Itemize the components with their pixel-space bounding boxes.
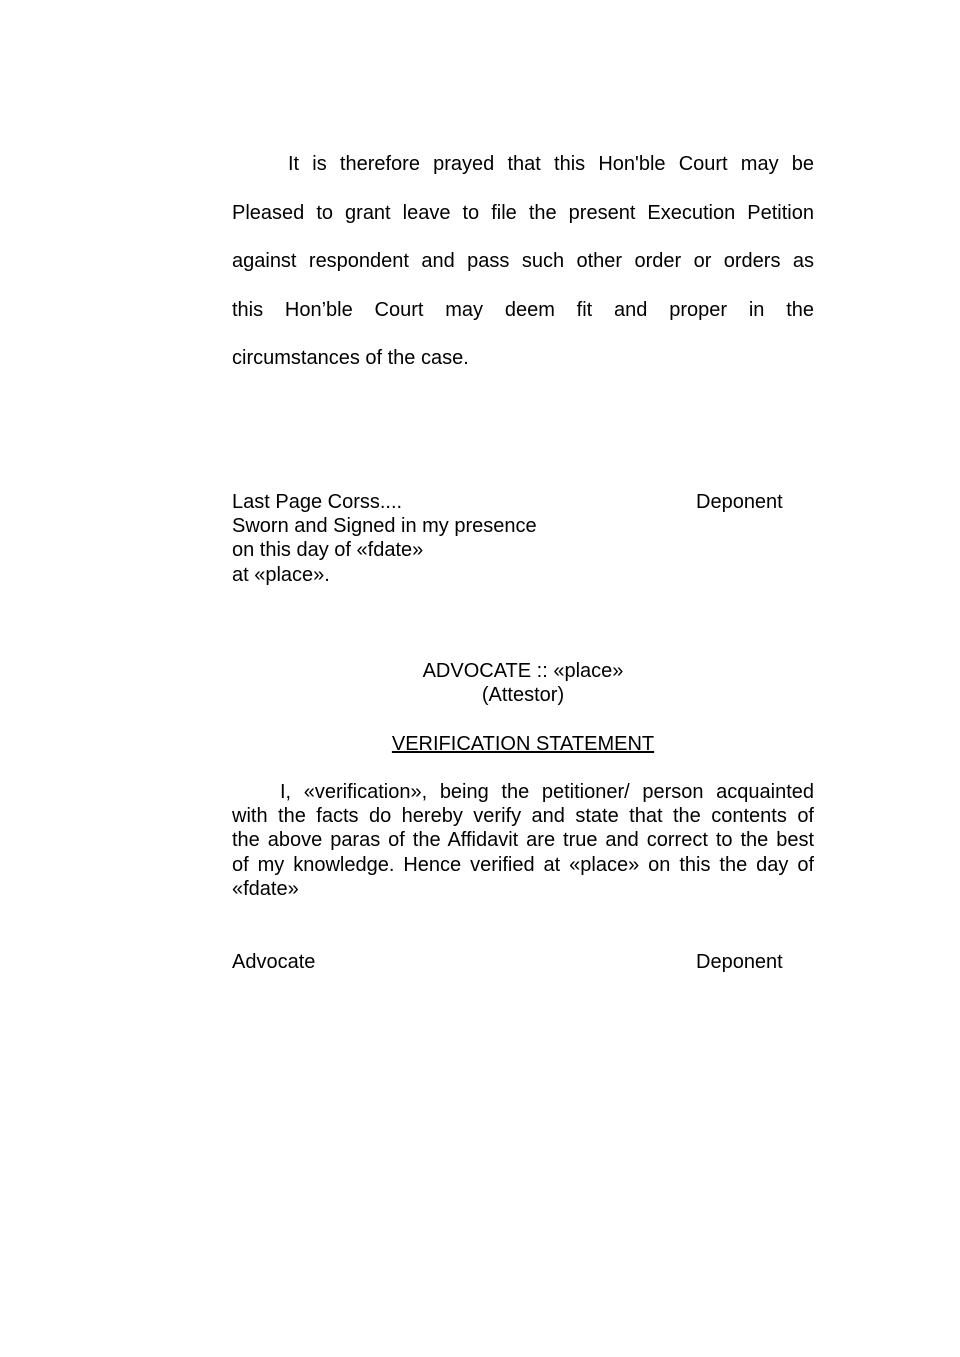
deponent-label: Deponent (696, 491, 783, 513)
verification-heading: VERIFICATION STATEMENT (391, 733, 655, 755)
verification-line: the above paras of the Affidavit are true and correct to the best (232, 829, 814, 852)
day-line: on this day of «fdate» (232, 539, 424, 562)
prayer-line: against respondent and pass such other order or orders as (232, 250, 814, 272)
signoff-block (232, 490, 814, 587)
prayer-line: Pleased to grant leave to file the present Execution Petition (232, 201, 814, 224)
prayer-paragraph (232, 140, 814, 383)
attestor-role-line: (Attestor) (481, 684, 565, 707)
attestor-block (232, 659, 814, 707)
prayer-line: circumstances of the case. (232, 347, 469, 369)
advocate-place-line: ADVOCATE :: «place» (422, 660, 624, 682)
verification-line: with the facts do hereby verify and state that the contents of (232, 805, 814, 828)
verification-line: of my knowledge. Hence verified at «place» on this the day of (232, 853, 814, 876)
prayer-line: this Hon’ble Court may deem fit and proper in the (232, 298, 814, 321)
verification-line: I, «verification», being the petitioner/ person acquainted (280, 781, 814, 803)
advocate-signature-label: Advocate (232, 951, 316, 973)
verification-paragraph (232, 780, 814, 901)
signoff-first-row (232, 490, 814, 514)
place-line: at «place». (232, 563, 330, 586)
signature-row (232, 950, 814, 974)
prayer-line: It is therefore prayed that this Hon'ble Court may be (288, 153, 814, 175)
sworn-line: Sworn and Signed in my presence (232, 515, 537, 538)
last-page-label: Last Page Corss.... (232, 491, 403, 513)
verification-heading-block (232, 732, 814, 756)
deponent-signature-label: Deponent (696, 951, 783, 973)
verification-line: «fdate» (232, 877, 299, 900)
